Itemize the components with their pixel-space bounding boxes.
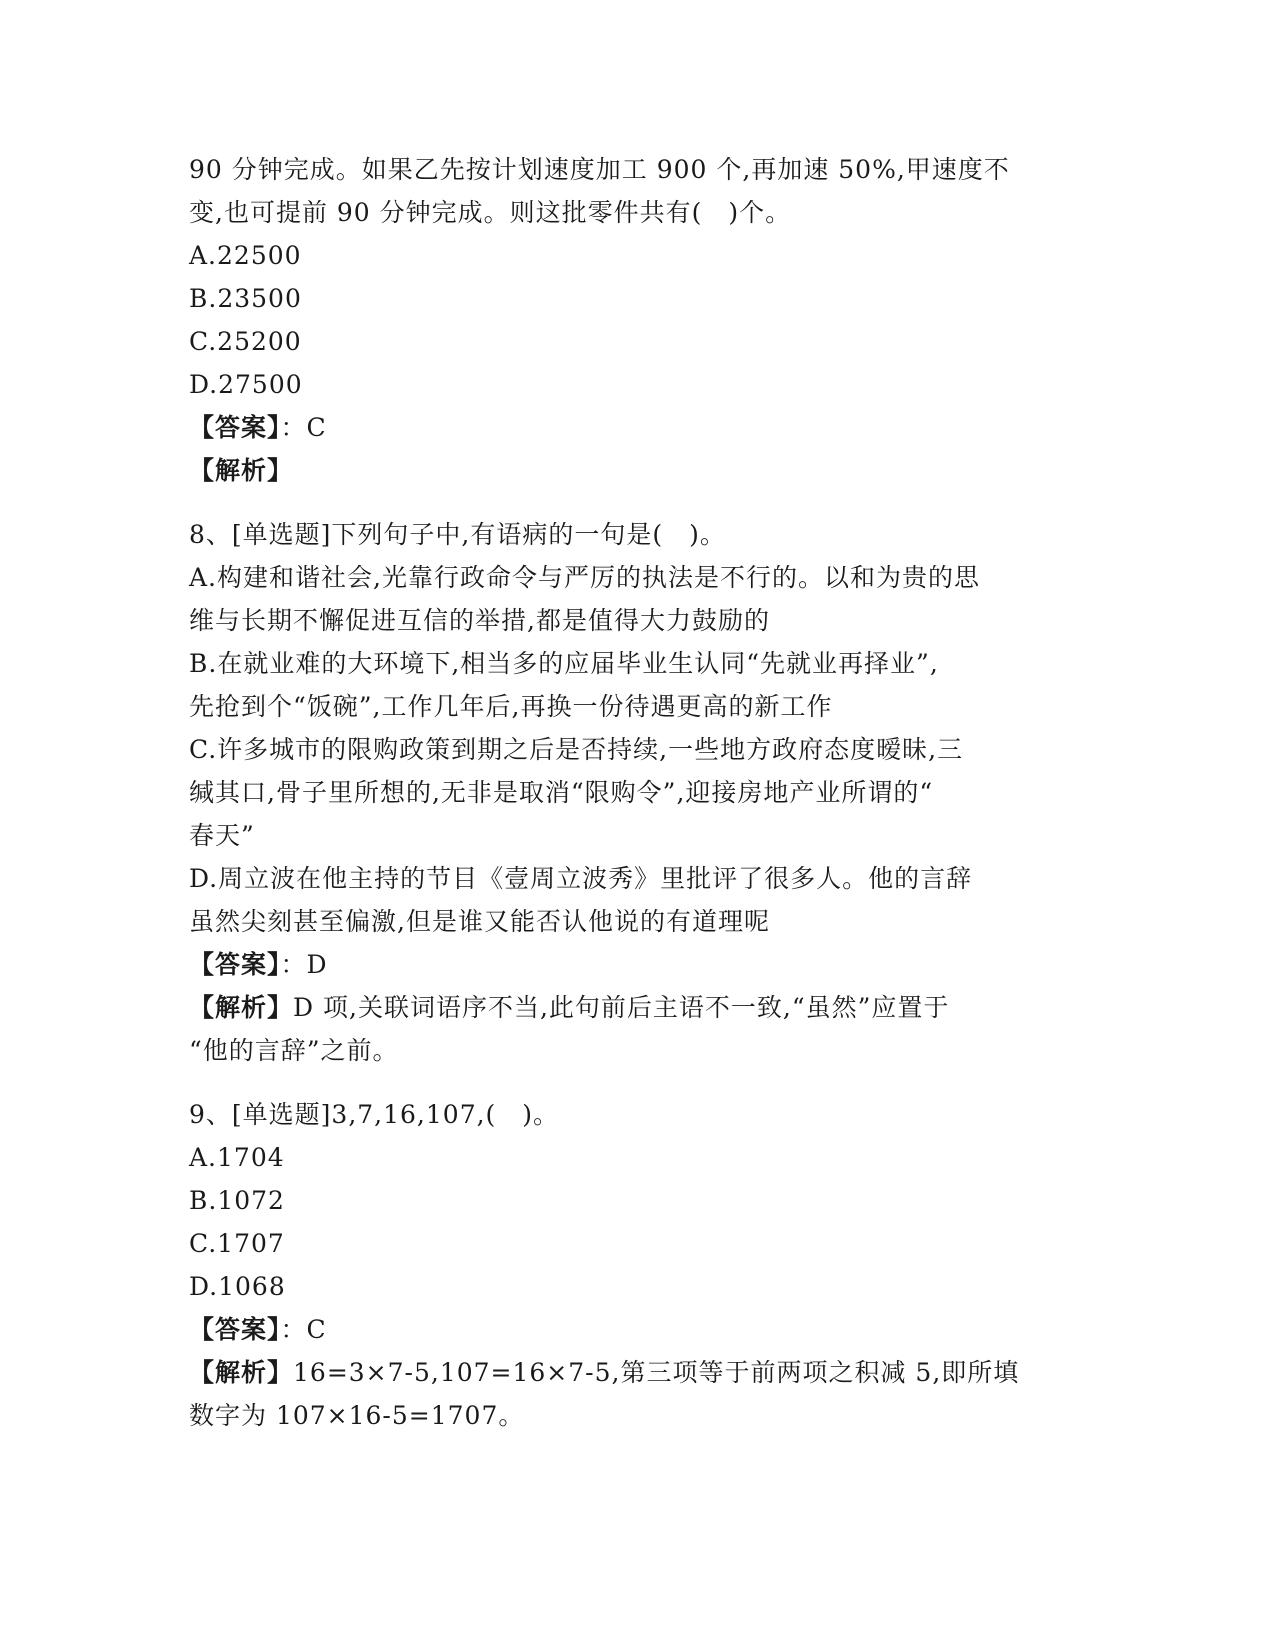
analysis-label: 【解析】 bbox=[189, 1358, 294, 1387]
analysis-label: 【解析】 bbox=[189, 993, 294, 1022]
answer-line bbox=[189, 943, 1079, 986]
analysis-line-2: 数字为 107×16-5=1707。 bbox=[189, 1401, 525, 1430]
option-a-line-1: A.构建和谐社会,光靠行政命令与严厉的执法是不行的。以和为贵的思 bbox=[189, 563, 980, 592]
analysis-text: D 项,关联词语序不当,此句前后主语不一致,“虽然”应置于 bbox=[293, 993, 950, 1022]
option-d-line-1: D.周立波在他主持的节目《壹周立波秀》里批评了很多人。他的言辞 bbox=[189, 864, 973, 893]
option-d-line-2: 虽然尖刻甚至偏激,但是谁又能否认他说的有道理呢 bbox=[189, 907, 770, 936]
answer-line bbox=[189, 406, 1079, 449]
analysis-line bbox=[189, 986, 1079, 1029]
analysis-line-2: “他的言辞”之前。 bbox=[189, 1036, 399, 1065]
option-a: A.22500 bbox=[189, 241, 302, 270]
answer-label: 【答案】 bbox=[189, 1315, 281, 1344]
question-8 bbox=[189, 513, 1079, 1072]
answer-label: 【答案】 bbox=[189, 413, 281, 442]
option-b-line-2: 先抢到个“饭碗”,工作几年后,再换一份待遇更高的新工作 bbox=[189, 692, 833, 721]
option-c-line-1: C.许多城市的限购政策到期之后是否持续,一些地方政府态度暧昧,三 bbox=[189, 735, 964, 764]
option-c-line-2: 缄其口,骨子里所想的,无非是取消“限购令”,迎接房地产业所谓的“ bbox=[189, 778, 934, 807]
option-b: B.23500 bbox=[189, 284, 302, 313]
option-d: D.27500 bbox=[189, 370, 303, 399]
question-stem-line: 90 分钟完成。如果乙先按计划速度加工 900 个,再加速 50%,甲速度不 bbox=[189, 155, 1010, 184]
analysis-line bbox=[189, 449, 1079, 492]
option-a-line-2: 维与长期不懈促进互信的举措,都是值得大力鼓励的 bbox=[189, 606, 770, 635]
option-b-line-1: B.在就业难的大环境下,相当多的应届毕业生认同“先就业再择业”, bbox=[189, 649, 939, 678]
analysis-label: 【解析】 bbox=[189, 456, 294, 485]
option-b: B.1072 bbox=[189, 1186, 285, 1215]
option-d: D.1068 bbox=[189, 1272, 286, 1301]
analysis-text: 16=3×7-5,107=16×7-5,第三项等于前两项之积减 5,即所填 bbox=[293, 1358, 1020, 1387]
answer-label: 【答案】 bbox=[189, 950, 281, 979]
question-9 bbox=[189, 1093, 1079, 1437]
option-c-line-3: 春天” bbox=[189, 821, 255, 850]
answer-value: ：D bbox=[280, 950, 328, 979]
answer-line bbox=[189, 1308, 1079, 1351]
option-c: C.1707 bbox=[189, 1229, 285, 1258]
option-a: A.1704 bbox=[189, 1143, 285, 1172]
answer-value: ：C bbox=[280, 1315, 327, 1344]
option-c: C.25200 bbox=[189, 327, 302, 356]
question-stem-line: 9、[单选题]3,7,16,107,( )。 bbox=[189, 1100, 560, 1129]
document-page bbox=[189, 148, 1079, 1437]
question-stem-line: 变,也可提前 90 分钟完成。则这批零件共有( )个。 bbox=[189, 198, 792, 227]
question-stem-line: 8、[单选题]下列句子中,有语病的一句是( )。 bbox=[189, 520, 726, 549]
answer-value: ：C bbox=[280, 413, 327, 442]
analysis-line bbox=[189, 1351, 1079, 1394]
question-7 bbox=[189, 148, 1079, 492]
